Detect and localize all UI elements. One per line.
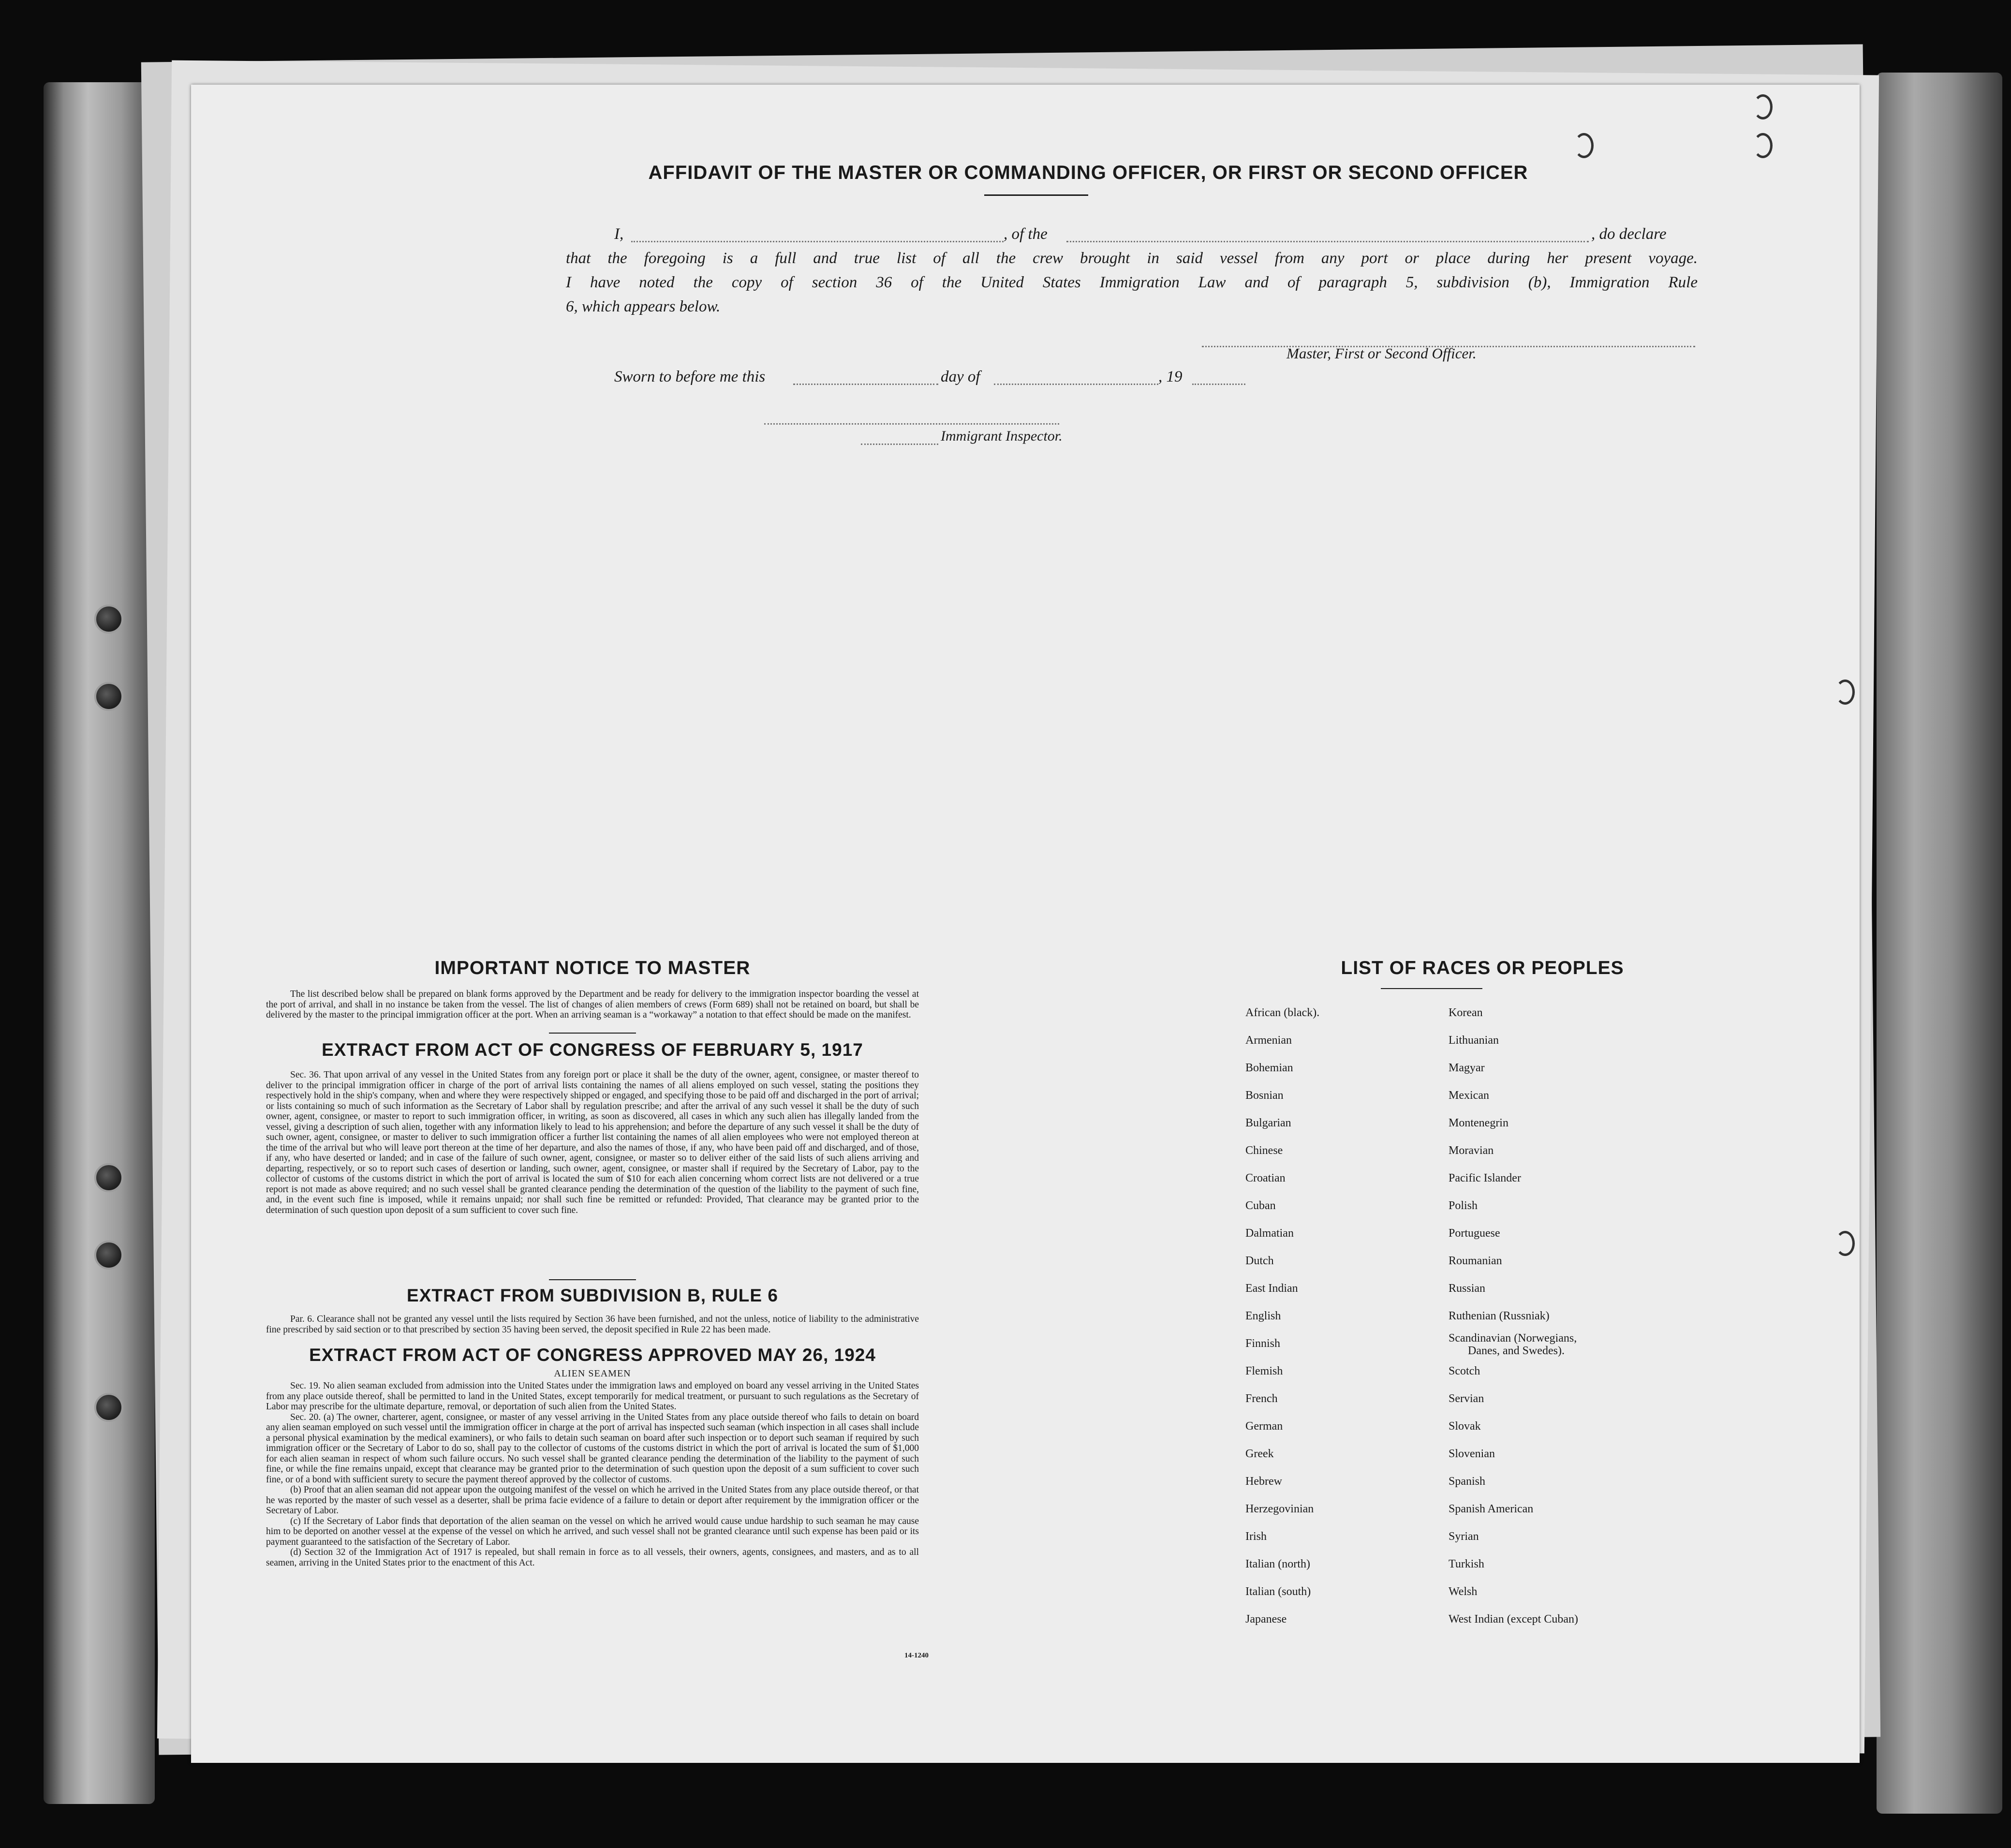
year-prefix: , 19 <box>1158 368 1183 385</box>
race-item: Montenegrin <box>1449 1117 1508 1129</box>
race-item: Japanese <box>1245 1613 1287 1626</box>
race-item <box>1449 1330 1578 1358</box>
race-item: Flemish <box>1245 1365 1283 1377</box>
sworn-month-field[interactable] <box>994 384 1158 385</box>
race-item: African (black). <box>1245 1006 1320 1019</box>
day-of-label: day of <box>941 368 980 385</box>
race-item-label: Scandinavian (Norwegians, <box>1449 1332 1577 1345</box>
race-item: Dutch <box>1245 1255 1274 1267</box>
race-item: West Indian (except Cuban) <box>1449 1613 1578 1626</box>
race-item: Servian <box>1449 1392 1484 1405</box>
race-item: Polish <box>1449 1199 1478 1212</box>
race-item: Pacific Islander <box>1449 1172 1521 1184</box>
race-item: Dalmatian <box>1245 1227 1294 1240</box>
declaration-line-3: I have noted the copy of section 36 of the United States Immigration Law and of paragraph 5, subdivision (b), Immigration Rule <box>566 274 1698 291</box>
extract-1917-body: Sec. 36. That upon arrival of any vessel in the United States from any foreign port or place it shall be the duty of the owner, agent, consignee, or master thereof to deliver to the principal immigration officer in charge of the port of arrival lists containing the names of all aliens employed on such vessel, stating the positions they respectively hold in the ship's company, when and where they were respectively shipped or engaged, and specifying those to be paid off and discharged in the port of arrival; or lists containing so much of such information as the Secretary of Labor shall by regulation prescribe; and after the arrival of any such vessel it shall be the duty of such owner, agent, consignee, or master to report to such immigration officer, in writing, as soon as discovered, all cases in which any such alien has illegally landed from the vessel, giving a description of such alien, together with any information likely to lead to his apprehension; and before the departure of any such vessel it shall be the duty of such owner, agent, consignee, or master to deliver to such immigration officer a further list containing the names of all alien employees who were not employed thereon at the time of the arrival but who will leave port thereon at the time of her departure, and also the names of those, if any, who have been paid off and discharged, and of those, if any, who have deserted or landed; and in case of the failure of such owner, agent, consignee, or master so to deliver either of the said lists of such aliens arriving and departing, respectively, or so to report such cases of desertion or landing, such owner, agent, consignee, or master shall if required by the Secretary of Labor, pay to the collector of customs of the customs district in which the port of arrival is located the sum of $10 for each alien concerning whom correct lists are not delivered or a true report is not made as above required; and no such vessel shall be granted clearance pending the determination of the question of the liability to the payment of such fine, and, in the event such fine is imposed, while it remains unpaid; nor shall such fine be remitted or refunded: Provided, That clearance may be granted prior to the determination of such question upon deposit of a sum sufficient to cover such fine. <box>266 1070 919 1215</box>
notice-body: The list described below shall be prepared on blank forms approved by the Department and be ready for delivery to the immigration inspector boarding the vessel at the port of arrival, and shall in no instance be taken from the vessel. The list of changes of alien members of crews (Form 689) shall not be retained on board, but shall be delivered by the master to the principal immigration officer at the port. When an arriving seaman is a “workaway” a notation to that effect should be made on the manifest. <box>266 989 919 1020</box>
manifest-page <box>191 85 1860 1763</box>
rule-6-heading: EXTRACT FROM SUBDIVISION B, RULE 6 <box>407 1286 778 1305</box>
race-item: Irish <box>1245 1530 1267 1543</box>
extract-1917-heading: EXTRACT FROM ACT OF CONGRESS OF FEBRUARY 5, 1917 <box>322 1040 863 1060</box>
affidavit-title: AFFIDAVIT OF THE MASTER OR COMMANDING OFFICER, OR FIRST OR SECOND OFFICER <box>648 162 1528 183</box>
race-item: Greek <box>1245 1448 1274 1460</box>
form-number: 14-1240 <box>904 1652 929 1659</box>
binder-right-edge <box>1877 73 2002 1814</box>
vessel-name-field[interactable] <box>1066 241 1589 242</box>
declaration-line-4: 6, which appears below. <box>566 298 721 315</box>
race-item: Slovenian <box>1449 1448 1495 1460</box>
sworn-prefix: Sworn to before me this <box>614 368 766 385</box>
extract-1924-heading: EXTRACT FROM ACT OF CONGRESS APPROVED MAY 26, 1924 <box>309 1345 876 1365</box>
punch-hole <box>1753 133 1773 158</box>
officer-name-field[interactable] <box>631 241 1004 242</box>
section-20c-text: (c) If the Secretary of Labor finds that deportation of the alien seaman on the vessel on which he arrived would cause undue hardship to such seaman he may cause him to be deported on another vessel at the expense of the vessel on which he arrived, and such vessel shall not be granted clearance until such expense has been paid or its payment guaranteed to the satisfaction of the Secretary of Labor. <box>266 1516 919 1547</box>
race-item: East Indian <box>1245 1282 1298 1295</box>
race-item: German <box>1245 1420 1283 1433</box>
master-signature-label: Master, First or Second Officer. <box>1286 345 1477 362</box>
race-item: Lithuanian <box>1449 1034 1499 1047</box>
race-item: Magyar <box>1449 1062 1485 1074</box>
race-item: Italian (north) <box>1245 1558 1310 1570</box>
races-column-1 <box>1245 999 1319 1633</box>
inspector-label: Immigrant Inspector. <box>941 428 1063 444</box>
binder-left-edge <box>44 82 155 1804</box>
race-item: Moravian <box>1449 1144 1494 1157</box>
punch-hole <box>1835 1231 1855 1256</box>
inspector-leader-line <box>861 444 938 445</box>
alien-seamen-subheading: ALIEN SEAMEN <box>554 1368 631 1379</box>
section-divider <box>549 1033 636 1034</box>
do-declare-label: , do declare <box>1591 225 1667 243</box>
rule-6-body: Par. 6. Clearance shall not be granted any vessel until the lists required by Section 36 have been furnished, and not the unless, notice of liability to the administrative fine prescribed by said section or to that prescribed by section 35 having been served, the deposit specified in Rule 22 has been made. <box>266 1314 919 1335</box>
race-item: Bohemian <box>1245 1062 1293 1074</box>
section-divider <box>549 1279 636 1280</box>
race-item: Herzegovinian <box>1245 1503 1314 1515</box>
race-item: Slovak <box>1449 1420 1481 1433</box>
of-the-label: , of the <box>1004 225 1048 243</box>
race-item: Armenian <box>1245 1034 1292 1047</box>
title-underline <box>984 194 1088 196</box>
race-item: French <box>1245 1392 1278 1405</box>
notice-heading: IMPORTANT NOTICE TO MASTER <box>434 958 751 978</box>
section-20d-text: (d) Section 32 of the Immigration Act of 1917 is repealed, but shall remain in force as to all vessels, their owners, agents, consignees, and masters, and as to all seamen, arriving in the United States prior to the enactment of this Act. <box>266 1547 919 1568</box>
race-item: Hebrew <box>1245 1475 1282 1488</box>
races-heading: LIST OF RACES OR PEOPLES <box>1341 958 1624 978</box>
race-item: Spanish <box>1449 1475 1486 1488</box>
race-item: Spanish American <box>1449 1503 1534 1515</box>
sworn-line <box>614 365 1291 389</box>
punch-hole <box>1574 133 1594 158</box>
race-item: English <box>1245 1310 1281 1322</box>
race-item: Mexican <box>1449 1089 1489 1102</box>
section-20a-text: Sec. 20. (a) The owner, charterer, agent, consignee, or master of any vessel arriving in the United States from any place outside thereof who fails to detain on board any alien seaman employed on such vessel until the immigration officer in charge at the port of arrival has inspected such seaman (which inspection in all cases shall include a personal physical examination by the medical examiners), or who fails to detain such seaman on board after such inspection or to deport such seaman if required by such immigration officer or the Secretary of Labor to do so, shall pay to the collector of customs of the customs district in which the port of arrival is located the sum of $1,000 for each alien seaman in respect of whom such failure occurs. No such vessel shall be granted clearance pending the determination of the liability to the payment of such fine, or while the fine remains unpaid, except that clearance may be granted prior to the determination of such question upon the deposit of a sum sufficient to cover such fine, or of a bond with sufficient surety to secure the payment thereof approved by the collector of customs. <box>266 1412 919 1485</box>
race-item: Finnish <box>1245 1337 1281 1350</box>
declarant-prefix: I, <box>614 225 624 243</box>
race-item: Bulgarian <box>1245 1117 1291 1129</box>
section-divider <box>1381 988 1482 989</box>
race-item: Portuguese <box>1449 1227 1500 1240</box>
sworn-day-field[interactable] <box>793 384 938 385</box>
punch-hole <box>94 1393 123 1422</box>
punch-hole <box>1753 94 1773 119</box>
punch-hole <box>94 682 123 711</box>
race-item: Scotch <box>1449 1365 1480 1377</box>
extract-1924-body <box>266 1381 919 1568</box>
race-item: Chinese <box>1245 1144 1283 1157</box>
race-item: Roumanian <box>1449 1255 1502 1267</box>
punch-hole <box>94 1241 123 1270</box>
section-20b-text: (b) Proof that an alien seaman did not appear upon the outgoing manifest of the vessel on which he arrived in the United States from any place outside thereof, or that he was reported by the master of such vessel as a deserter, shall be prima facie evidence of a failure to detain or deport after requirement by the immigration officer or the Secretary of Labor. <box>266 1485 919 1516</box>
declaration-line-1 <box>614 222 1698 247</box>
race-item: Cuban <box>1245 1199 1276 1212</box>
race-item: Korean <box>1449 1006 1483 1019</box>
declaration-line-2: that the foregoing is a full and true list of all the crew brought in said vessel from any port or place during her present voyage. <box>566 250 1698 267</box>
race-item: Russian <box>1449 1282 1486 1295</box>
race-item: Syrian <box>1449 1530 1479 1543</box>
race-item-continuation: Danes, and Swedes). <box>1468 1345 1565 1357</box>
punch-hole <box>94 605 123 634</box>
race-item: Croatian <box>1245 1172 1286 1184</box>
sworn-year-field[interactable] <box>1192 384 1245 385</box>
race-item: Ruthenian (Russniak) <box>1449 1310 1550 1322</box>
punch-hole <box>94 1163 123 1192</box>
punch-hole <box>1835 680 1855 705</box>
race-item: Italian (south) <box>1245 1585 1311 1598</box>
section-19-text: Sec. 19. No alien seaman excluded from admission into the United States under the immigration laws and employed on board any vessel arriving in the United States from any place outside thereof, shall be permitted to land in the United States, except temporarily for medical treatment, or pursuant to such regulations as the Secretary of Labor may prescribe for the ultimate departure, removal, or deportation of such alien from the United States. <box>266 1381 919 1412</box>
race-item: Turkish <box>1449 1558 1484 1570</box>
inspector-signature-line[interactable] <box>764 423 1059 425</box>
race-item: Bosnian <box>1245 1089 1284 1102</box>
race-item: Welsh <box>1449 1585 1478 1598</box>
races-column-2 <box>1449 999 1578 1633</box>
